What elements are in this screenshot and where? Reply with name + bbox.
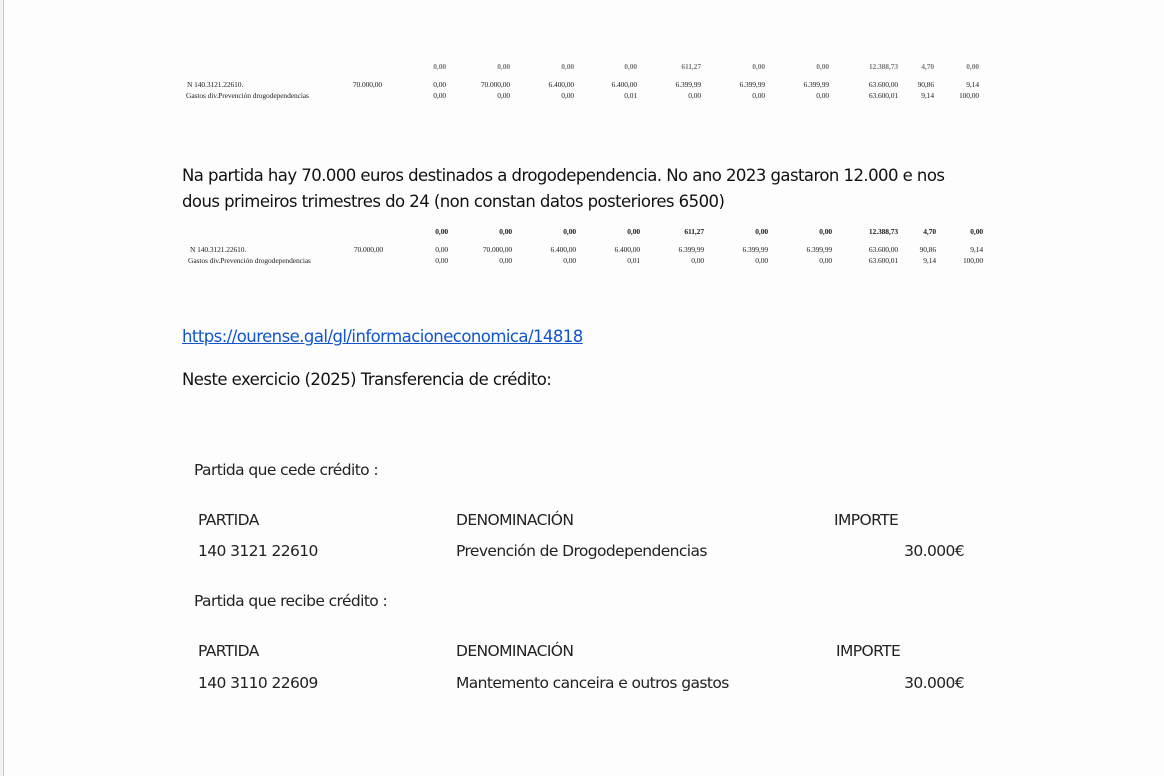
paragraph-line-2: dous primeiros trimestres do 24 (non constan datos posteriores 6500) — [182, 192, 725, 211]
header-cell: 0,00 — [624, 62, 637, 71]
value-cell: 6.399,99 — [678, 245, 704, 254]
header-cell: 0,00 — [755, 227, 768, 236]
value-cell: 100,00 — [958, 91, 979, 100]
cede-header-partida: PARTIDA — [198, 511, 259, 529]
value-cell: 90,86 — [919, 245, 936, 254]
value-cell: 0,00 — [688, 91, 701, 100]
value-cell: 6.399,99 — [803, 80, 829, 89]
initial-credit: 70.000,00 — [353, 245, 383, 254]
header-cell: 611,27 — [681, 62, 701, 71]
value-cell: 63.600,00 — [868, 245, 898, 254]
value-cell: 0,00 — [433, 80, 446, 89]
value-cell: 0,00 — [497, 91, 510, 100]
value-cell: 0,00 — [755, 256, 768, 265]
header-cell: 12.388,73 — [868, 227, 898, 236]
recibe-header-denominacion: DENOMINACIÓN — [456, 642, 574, 660]
ourense-budget-link[interactable]: https://ourense.gal/gl/informacioneconomica/14818 — [182, 327, 583, 346]
value-cell: 0,00 — [433, 91, 446, 100]
header-cell: 0,00 — [499, 227, 512, 236]
header-cell: 0,00 — [819, 227, 832, 236]
value-cell: 6.399,99 — [739, 80, 765, 89]
header-cell: 4,70 — [921, 62, 934, 71]
value-cell: 6.399,99 — [742, 245, 768, 254]
value-cell: 0,00 — [691, 256, 704, 265]
value-cell: 0,00 — [816, 91, 829, 100]
header-cell: 0,00 — [816, 62, 829, 71]
header-cell: 0,00 — [433, 62, 446, 71]
partida-code: N 140.3121.22610. — [190, 245, 247, 254]
value-cell: 90,86 — [917, 80, 934, 89]
cede-header-denominacion: DENOMINACIÓN — [456, 511, 574, 529]
header-cell: 0,00 — [561, 62, 574, 71]
value-cell: 63.600,01 — [868, 256, 898, 265]
value-cell: 0,01 — [627, 256, 640, 265]
value-cell: 0,00 — [435, 245, 448, 254]
value-cell: 63.600,00 — [868, 80, 898, 89]
header-cell: 611,27 — [684, 227, 704, 236]
value-cell: 9,14 — [921, 91, 934, 100]
value-cell: 63.600,01 — [868, 91, 898, 100]
header-cell: 0,00 — [627, 227, 640, 236]
header-cell: 0,00 — [752, 62, 765, 71]
value-cell: 6.399,99 — [675, 80, 701, 89]
value-cell: 0,00 — [435, 256, 448, 265]
header-cell: 4,70 — [923, 227, 936, 236]
value-cell: 0,00 — [563, 256, 576, 265]
initial-credit: 70.000,00 — [352, 80, 382, 89]
header-cell: 0,00 — [435, 227, 448, 236]
partida-code: N 140.3121.22610. — [187, 80, 244, 89]
partida-description: Gastos div.Prevención drogodependencias — [188, 256, 311, 265]
cede-header-importe: IMPORTE — [834, 511, 899, 529]
value-cell: 9,14 — [970, 245, 983, 254]
value-cell: 0,00 — [499, 256, 512, 265]
value-cell: 0,00 — [561, 91, 574, 100]
header-cell: 0,00 — [970, 227, 983, 236]
value-cell: 6.400,00 — [548, 80, 574, 89]
value-cell: 6.400,00 — [611, 80, 637, 89]
header-cell: 12.388,73 — [868, 62, 898, 71]
cede-denominacion-value: Prevención de Drogodependencias — [456, 542, 707, 560]
exercise-text: Neste exercicio (2025) Transferencia de crédito: — [182, 370, 552, 389]
value-cell: 0,00 — [752, 91, 765, 100]
value-cell: 6.400,00 — [614, 245, 640, 254]
value-cell: 6.399,99 — [806, 245, 832, 254]
recibe-partida-value: 140 3110 22609 — [198, 674, 318, 692]
cede-partida-value: 140 3121 22610 — [198, 542, 318, 560]
recibe-section-title: Partida que recibe crédito : — [194, 592, 388, 610]
value-cell: 9,14 — [923, 256, 936, 265]
partida-description: Gastos div.Prevención drogodependencias — [186, 91, 309, 100]
header-cell: 0,00 — [497, 62, 510, 71]
value-cell: 9,14 — [966, 80, 979, 89]
recibe-header-partida: PARTIDA — [198, 642, 259, 660]
value-cell: 70.000,00 — [480, 80, 510, 89]
value-cell: 6.400,00 — [550, 245, 576, 254]
recibe-header-importe: IMPORTE — [836, 642, 901, 660]
recibe-denominacion-value: Mantemento canceira e outros gastos — [456, 674, 729, 692]
value-cell: 100,00 — [962, 256, 983, 265]
value-cell: 70.000,00 — [482, 245, 512, 254]
recibe-importe-value: 30.000€ — [904, 674, 964, 692]
cede-section-title: Partida que cede crédito : — [194, 461, 379, 479]
value-cell: 0,00 — [819, 256, 832, 265]
value-cell: 0,01 — [624, 91, 637, 100]
header-cell: 0,00 — [563, 227, 576, 236]
paragraph-line-1: Na partida hay 70.000 euros destinados a drogodependencia. No ano 2023 gastaron 12.000 e nos — [182, 166, 945, 185]
cede-importe-value: 30.000€ — [904, 542, 964, 560]
header-cell: 0,00 — [966, 62, 979, 71]
